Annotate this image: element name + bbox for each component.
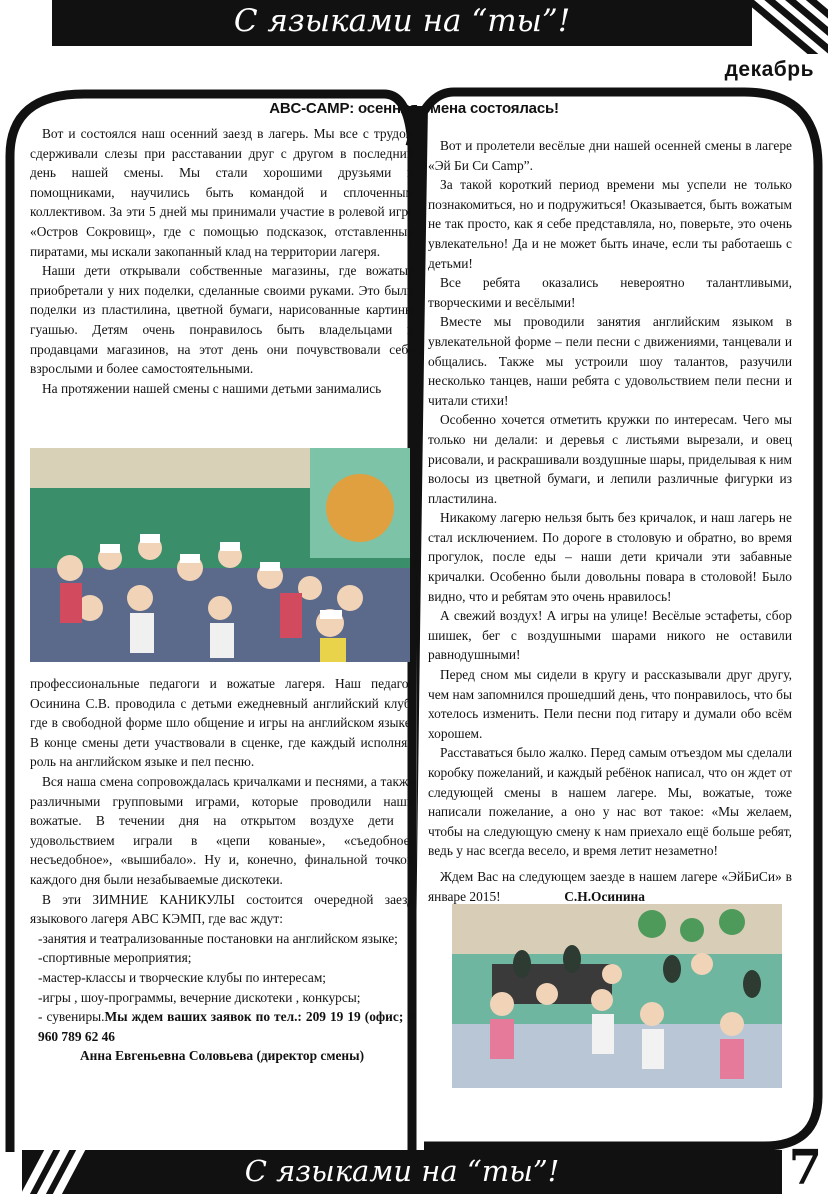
paragraph: Вот и пролетели весёлые дни нашей осенней смены в лагере «Эй Би Си Camp”. [428,138,792,173]
list-item: -игры , шоу-программы, вечерние дискотеки , конкурсы; [38,989,361,1005]
page-number: 7 [788,1140,822,1196]
paragraph: Вместе мы проводили занятия английским языком в увлекательной форме – пели песни с движениями, танцевали и общались. Также мы устроили шоу талантов, разучили несколько танцев, наши ребята с удовольствием пели песни и читали стихи! [428,314,792,408]
list-item: -занятия и театрализованные постановки на английском языке; [38,930,398,946]
issue-month: декабрь [724,58,814,81]
closing-text: Ждем Вас на следующем заезде в нашем лагере «ЭйБиСи» в январе 2015! [428,868,792,904]
closing-paragraph [428,867,792,906]
paragraph: Все ребята оказались невероятно талантливыми, творческими и весёлыми! [428,275,792,310]
paragraph: Наши дети открывали собственные магазины, где вожатые приобретали у них поделки, сделанные своими руками. Это были поделки из пластилина, цветной бумаги, нарисованные картины гуашью. Детям очень понравилось быть владельцами и продавцами магазинов, на этот день они почувствовали себя взрослыми и более самостоятельными. [30,263,414,377]
paragraph: профессиональные педагоги и вожатые лагеря. Наш педагог Осинина С.В. проводила с детьми ежедневный английский клуб, где в свободной форме шло общение и игры на английском языке. В конце смены дети участвовали в сценке, где каждый исполнял роль на английском языке и пел песню. [30,676,414,770]
contact-prefix: - сувениры. [38,1009,105,1025]
left-column-top [30,124,414,398]
footer-banner [22,1150,782,1194]
left-column-bottom [30,674,414,1066]
list-item: -спортивные мероприятия; [38,950,192,966]
paragraph: На протяжении нашей смены с нашими детьми занимались [42,380,382,396]
contact-phone: Мы ждем ваших заявок по тел.: 209 19 19 (офис; 8 960 789 62 46 [38,1009,414,1044]
paragraph: Вся наша смена сопровождалась кричалками и песнями, а также различными групповыми играми, которые проводили наши вожатые. В течении дня на открытом воздухе дети с удовольствием играли в «цепи кованые», «съедобное-несъедобное», «вышибало». Ну и, конечно, финальной точкой каждого дня были незабываемые дискотеки. [30,773,414,887]
paragraph: Расставаться было жалко. Перед самым отъездом мы сделали коробку пожеланий, и каждый ребёнок написал, что он ждет от следующей смены в нашем лагере. Мы, вожатые, тоже написали пожелание, а оно у нас вот такое: «Мы желаем, чтобы на следующую смену к нам приехало ещё больше ребят, ведь у нас всегда весело, и время летит незаметно! [428,745,792,859]
paragraph: А свежий воздух! А игры на улице! Весёлые эстафеты, сбор шишек, бег с воздушными шарами никого не оставили равнодушными! [428,608,792,663]
right-column [428,136,792,906]
contact-line [30,1007,414,1046]
photo-children-group [30,448,410,662]
footer-stripes [22,1150,86,1194]
paragraph: Вот и состоялся наш осенний заезд в лагерь. Мы все с трудом сдерживали слезы при расставании друг с другом в последний день нашей смены. Мы стали хорошими друзьями и помощниками, научились быть командой и сплоченным коллективом. За эти 5 дней мы принимали участие в ролевой игре «Остров Сокровищ», где с помощью подсказок, отставленных пиратами, мы искали закопанный клад на территории лагеря. [30,126,414,259]
author-signature: С.Н.Осинина [564,888,645,904]
header-banner [52,0,752,46]
paragraph: В эти ЗИМНИЕ КАНИКУЛЫ состоится очередной заезд языкового лагеря АВС КЭМП, где вас ждут: [30,891,414,927]
header-title: С языками на “ты”! [233,3,571,39]
photo-children-hands [452,904,782,1088]
article-headline: ABC-CAMP: осенняя смена состоялась! [269,100,559,117]
header-stripes [748,0,828,54]
footer-title: С языками на “ты”! [244,1154,560,1188]
paragraph: Особенно хочется отметить кружки по интересам. Чего мы только ни делали: и деревья с листьями вырезали, и овец рисовали, и раскрашивали воздушные шары, приделывая к ним волосы из цветной бумаги, и лепили различные фигурки из пластилина. [428,412,792,506]
director-signature: Анна Евгеньевна Соловьева (директор смены) [79,1048,365,1064]
paragraph: За такой короткий период времени мы успели не только познакомиться, но и подружиться! Оказывается, быть вожатым не так просто, как я себе представляла, но, поверьте, это очень увлекательно! Да и не может быть иначе, если ты работаешь с детьми! [428,177,792,271]
paragraph: Перед сном мы сидели в кругу и рассказывали друг другу, чем нам запомнился прошедший день, что понравилось, что бы хотелось изменить. Пели песни под гитару и думали обо всём хорошем. [428,667,792,741]
paragraph: Никакому лагерю нельзя быть без кричалок, и наш лагерь не стал исключением. По дороге в столовую и обратно, во время прогулок, после еды – наши дети кричали эти забавные кричалки. Особенно были довольны повара в столовой! Было видно, что и ребятам это очень нравилось! [428,510,792,604]
list-item: -мастер-классы и творческие клубы по интересам; [38,969,327,985]
